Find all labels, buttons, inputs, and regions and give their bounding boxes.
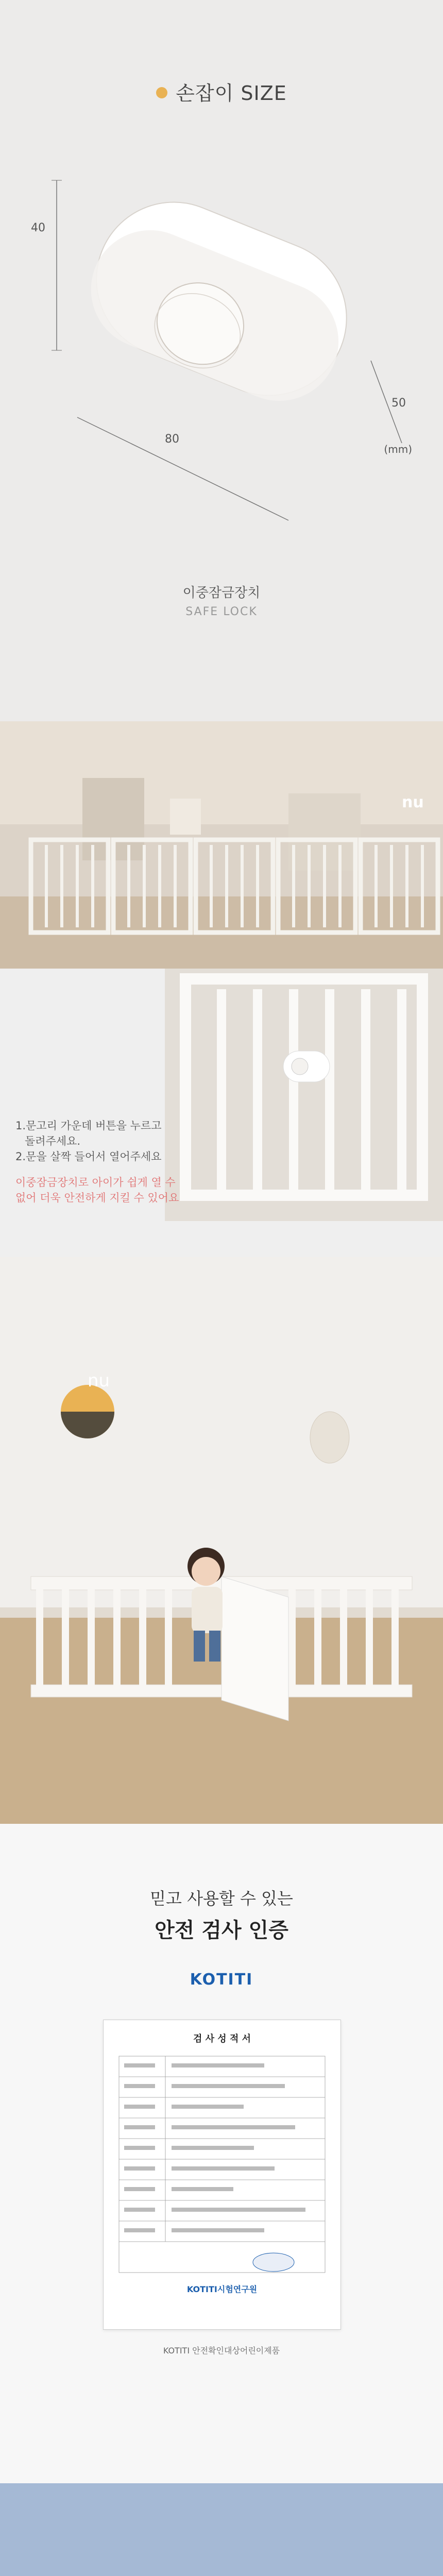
unit-label: (mm) [384, 443, 412, 455]
gate-closeup-image [0, 969, 443, 1257]
lock-note-2-line1: 이중잠금장치로 아이가 쉽게 열 수 [15, 1176, 176, 1189]
cert-caption: KOTITI 안전확인대상어린이제품 [163, 2346, 280, 2355]
lock-note-1 [15, 1118, 162, 1164]
doc-title: 검 사 성 적 서 [193, 2033, 251, 2044]
lock-note-1-line3: 2.문을 살짝 들어서 열어주세요 [15, 1150, 162, 1163]
safe-lock-heading-section [0, 526, 443, 721]
safe-lock-title-en: SAFE LOCK [185, 605, 258, 618]
lock-note-1-line2: 돌려주세요. [25, 1135, 81, 1147]
room-photo-2 [0, 1257, 443, 1824]
safe-lock-title-ko: 이중잠금장치 [182, 585, 261, 601]
cert-heading-2: 안전 검사 인증 [155, 1919, 288, 1942]
room-photo-1 [0, 721, 443, 969]
room-photo-2-image [0, 1257, 443, 1824]
product-handles-image [0, 2483, 443, 2576]
cert-heading-1: 믿고 사용할 수 있는 [150, 1889, 293, 1908]
certification-section [0, 1824, 443, 2483]
koti-logo: KOTITI [190, 1971, 253, 1989]
dot-icon [156, 87, 167, 98]
size-section [0, 0, 443, 526]
size-title-text: 손잡이 SIZE [176, 82, 287, 105]
brand-logo: nu [402, 793, 424, 811]
doc-footer: KOTITI시험연구원 [186, 2284, 258, 2294]
lock-note-2-line2: 없어 더욱 안전하게 지킬 수 있어요 [15, 1192, 179, 1204]
product-shot-section [0, 2483, 443, 2576]
lock-note-2 [15, 1175, 179, 1206]
dim-depth-label: 50 [391, 397, 406, 410]
room-photo-1-image [0, 721, 443, 969]
size-title [0, 77, 443, 106]
room-brand-logo [88, 1370, 110, 1391]
test-report-document [103, 2020, 341, 2330]
handle-dimension-drawing [0, 113, 443, 526]
dim-height-label: 40 [31, 222, 45, 234]
lock-note-1-line1: 1.문고리 가운데 버튼을 누르고 [15, 1120, 162, 1132]
room-brand-logo-text: nu [88, 1370, 110, 1391]
dim-width-label: 80 [165, 433, 179, 446]
safe-lock-detail [0, 969, 443, 1257]
